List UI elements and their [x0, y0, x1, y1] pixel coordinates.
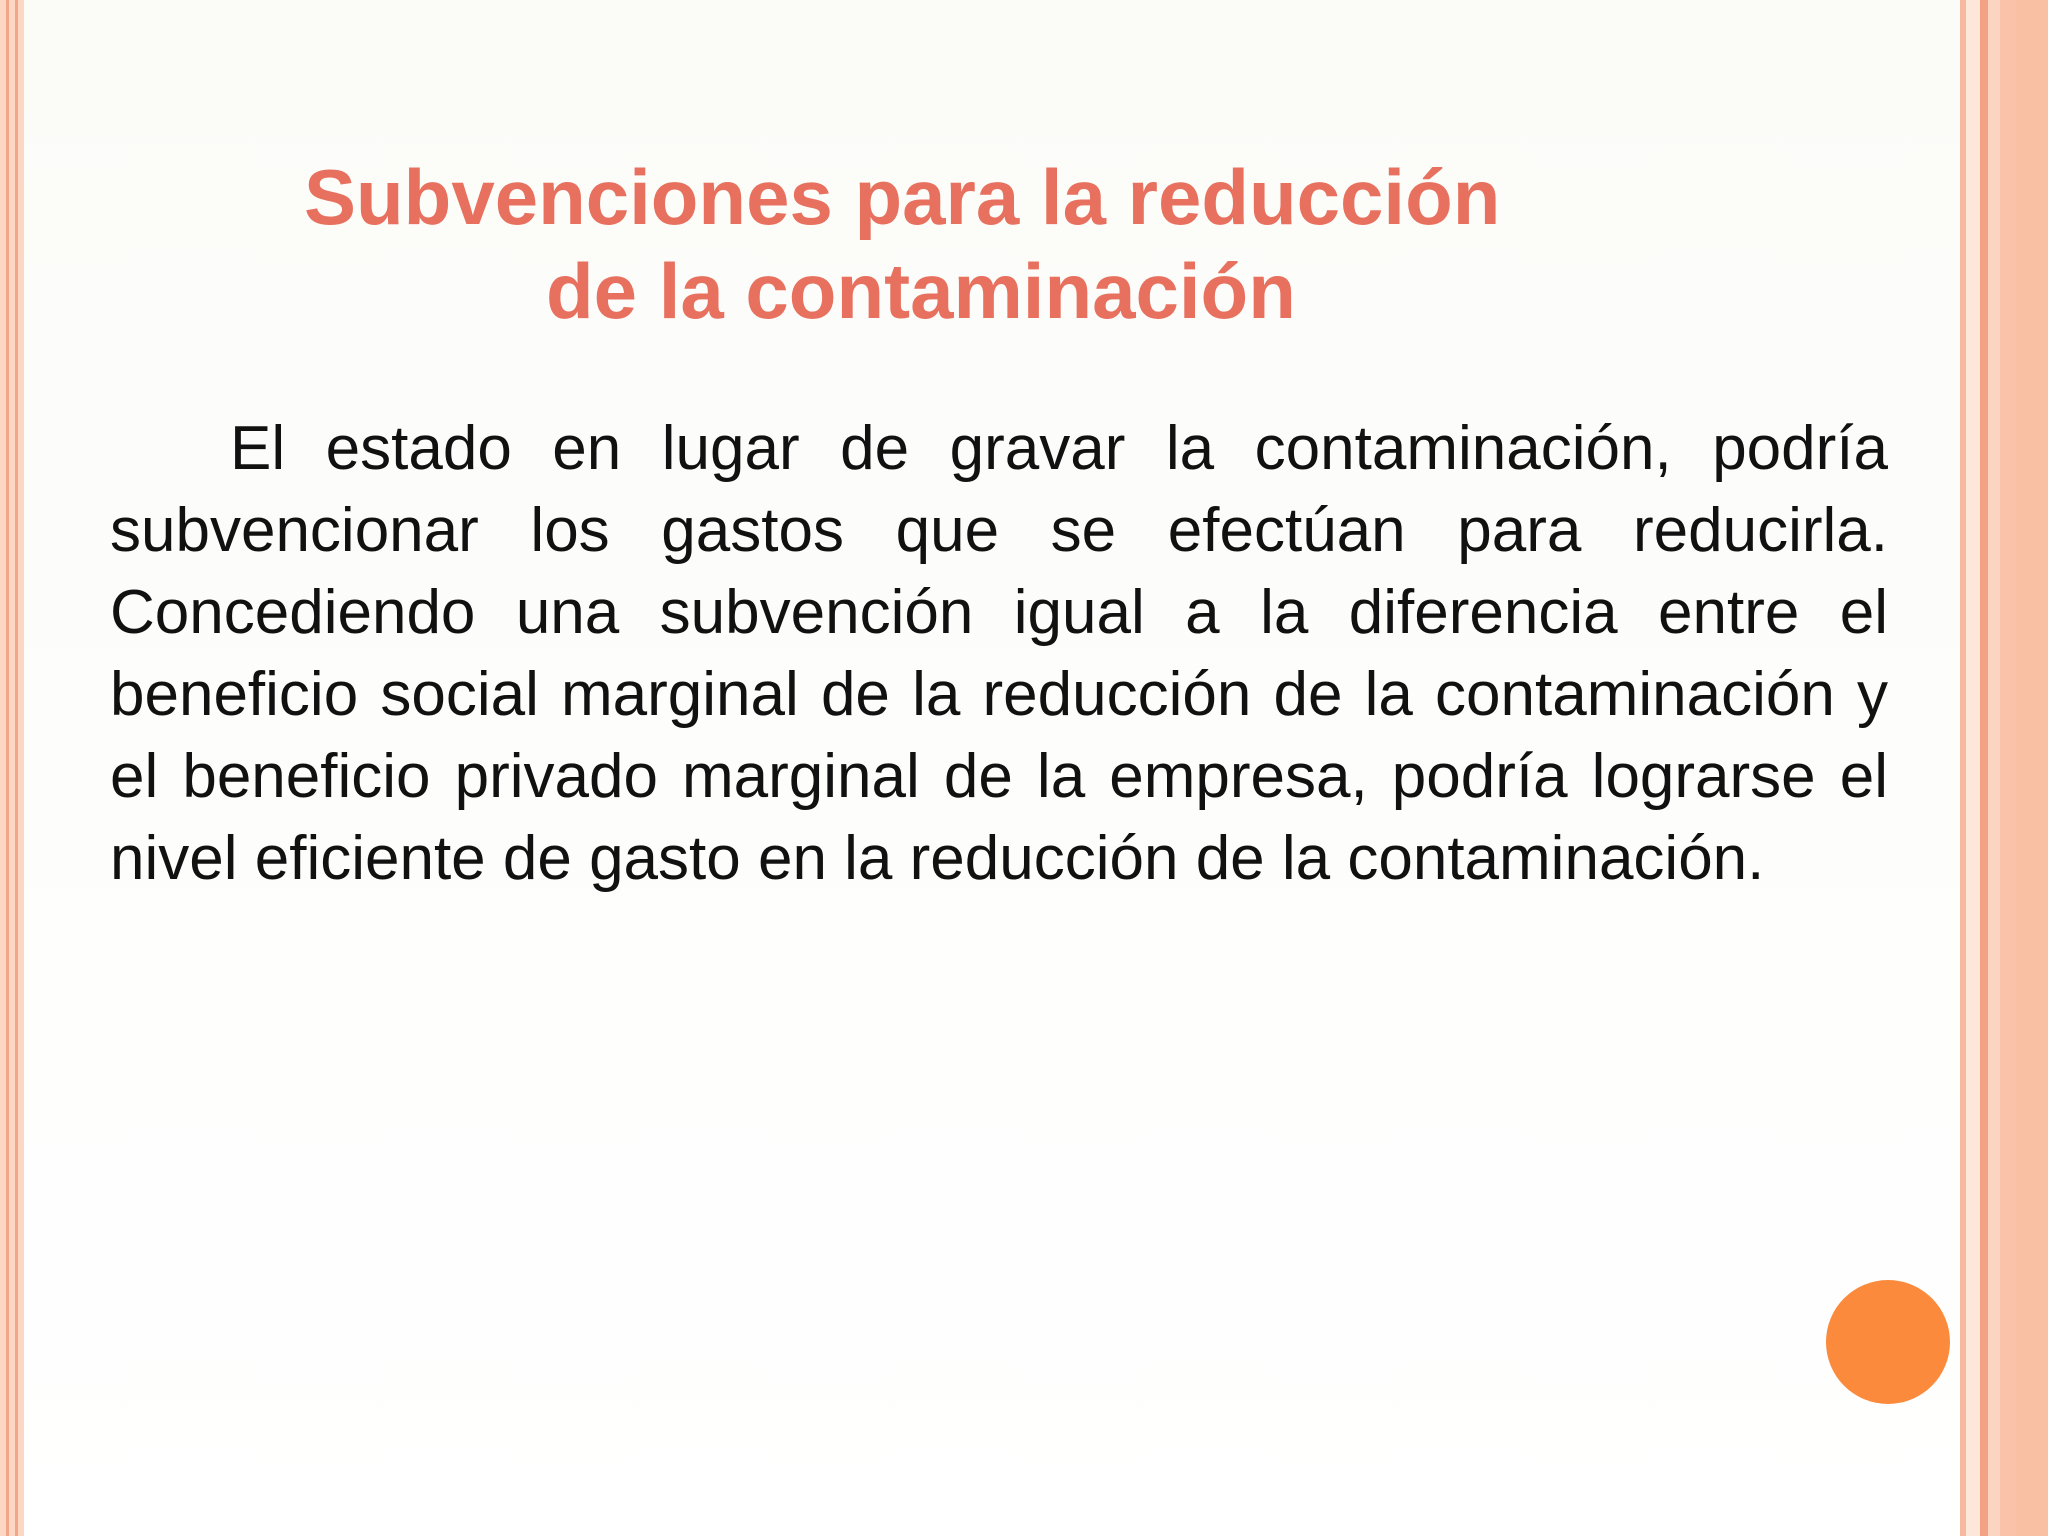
- decorative-circle: [1826, 1280, 1950, 1404]
- right-border-stripe: [1988, 0, 2000, 1536]
- right-border-stripe: [2016, 0, 2048, 1536]
- left-border-line: [6, 0, 9, 1536]
- left-border-band: [0, 0, 24, 1536]
- slide-body-text: El estado en lugar de gravar la contaminación, podría subvencionar los gastos que se efectúan para reducirla. Concediendo una subvención igual a la diferencia entre el beneficio social marginal de la reducción de la contaminación y el beneficio privado marginal de la empresa, podría lograrse el nivel eficiente de gasto en la reducción de la contaminación.: [110, 414, 1888, 893]
- slide-title-line-1: Subvenciones para la reducción: [304, 153, 1501, 241]
- right-border-stripe: [1980, 0, 1988, 1536]
- right-border-stripe: [2000, 0, 2016, 1536]
- slide-title-line-2: de la contaminación: [546, 247, 1296, 335]
- left-border-line: [15, 0, 18, 1536]
- right-border-stripe: [1966, 0, 1980, 1536]
- slide-title: [220, 150, 1620, 338]
